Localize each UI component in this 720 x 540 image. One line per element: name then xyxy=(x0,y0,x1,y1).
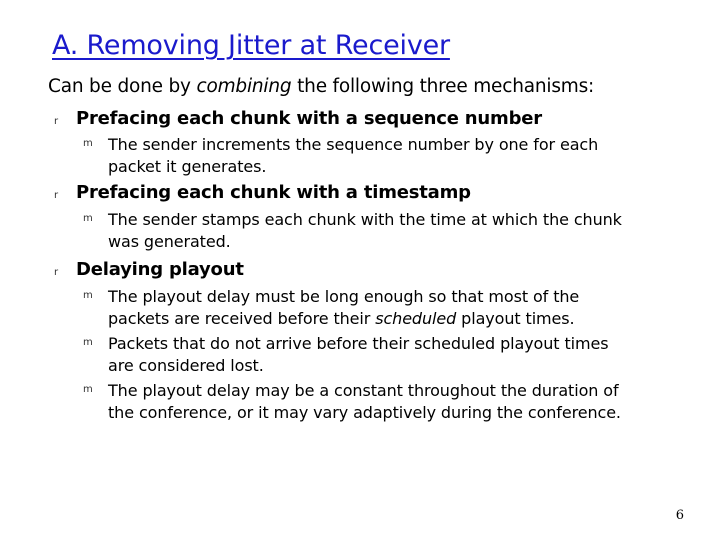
sub-bullet-line: The sender increments the sequence number by one for each xyxy=(108,135,599,154)
bullet-label: Prefacing each chunk with a sequence number xyxy=(76,108,542,129)
sub-bullet-marker-icon: m xyxy=(83,290,93,301)
slide-title: A. Removing Jitter at Receiver xyxy=(52,30,450,61)
sub-bullet-text xyxy=(108,134,678,178)
sub-bullet-text xyxy=(108,380,678,424)
bullet-label: Delaying playout xyxy=(76,259,244,280)
bullet-marker-icon: r xyxy=(54,116,59,127)
bullet-marker-icon: r xyxy=(54,190,59,201)
sub-bullet-marker-icon: m xyxy=(83,213,93,224)
bullet-marker-icon: r xyxy=(54,267,59,278)
bullet-label: Prefacing each chunk with a timestamp xyxy=(76,182,471,203)
sub-bullet-text-part: packets are received before their xyxy=(108,309,376,328)
sub-bullet-line: The playout delay must be long enough so that most of the xyxy=(108,287,580,306)
sub-bullet-line: Packets that do not arrive before their scheduled playout times xyxy=(108,334,609,353)
sub-bullet-marker-icon: m xyxy=(83,337,93,348)
sub-bullet-line: packet it generates. xyxy=(108,157,267,176)
intro-after: the following three mechanisms: xyxy=(291,76,595,97)
intro-text xyxy=(48,76,594,97)
sub-bullet-marker-icon: m xyxy=(83,138,93,149)
sub-bullet-line xyxy=(108,308,678,330)
sub-bullet-line: The playout delay may be a constant throughout the duration of xyxy=(108,381,619,400)
intro-before: Can be done by xyxy=(48,76,197,97)
sub-bullet-emphasis: scheduled xyxy=(375,309,457,328)
page-number: 6 xyxy=(675,508,684,523)
sub-bullet-line: are considered lost. xyxy=(108,356,264,375)
intro-emphasis: combining xyxy=(196,76,292,97)
sub-bullet-text xyxy=(108,209,678,253)
sub-bullet-line: The sender stamps each chunk with the time at which the chunk xyxy=(108,210,622,229)
sub-bullet-line: was generated. xyxy=(108,232,231,251)
sub-bullet-line: the conference, or it may vary adaptively during the conference. xyxy=(108,403,621,422)
sub-bullet-text-part: playout times. xyxy=(456,309,575,328)
sub-bullet-text xyxy=(108,286,678,330)
sub-bullet-text xyxy=(108,333,678,377)
sub-bullet-marker-icon: m xyxy=(83,384,93,395)
